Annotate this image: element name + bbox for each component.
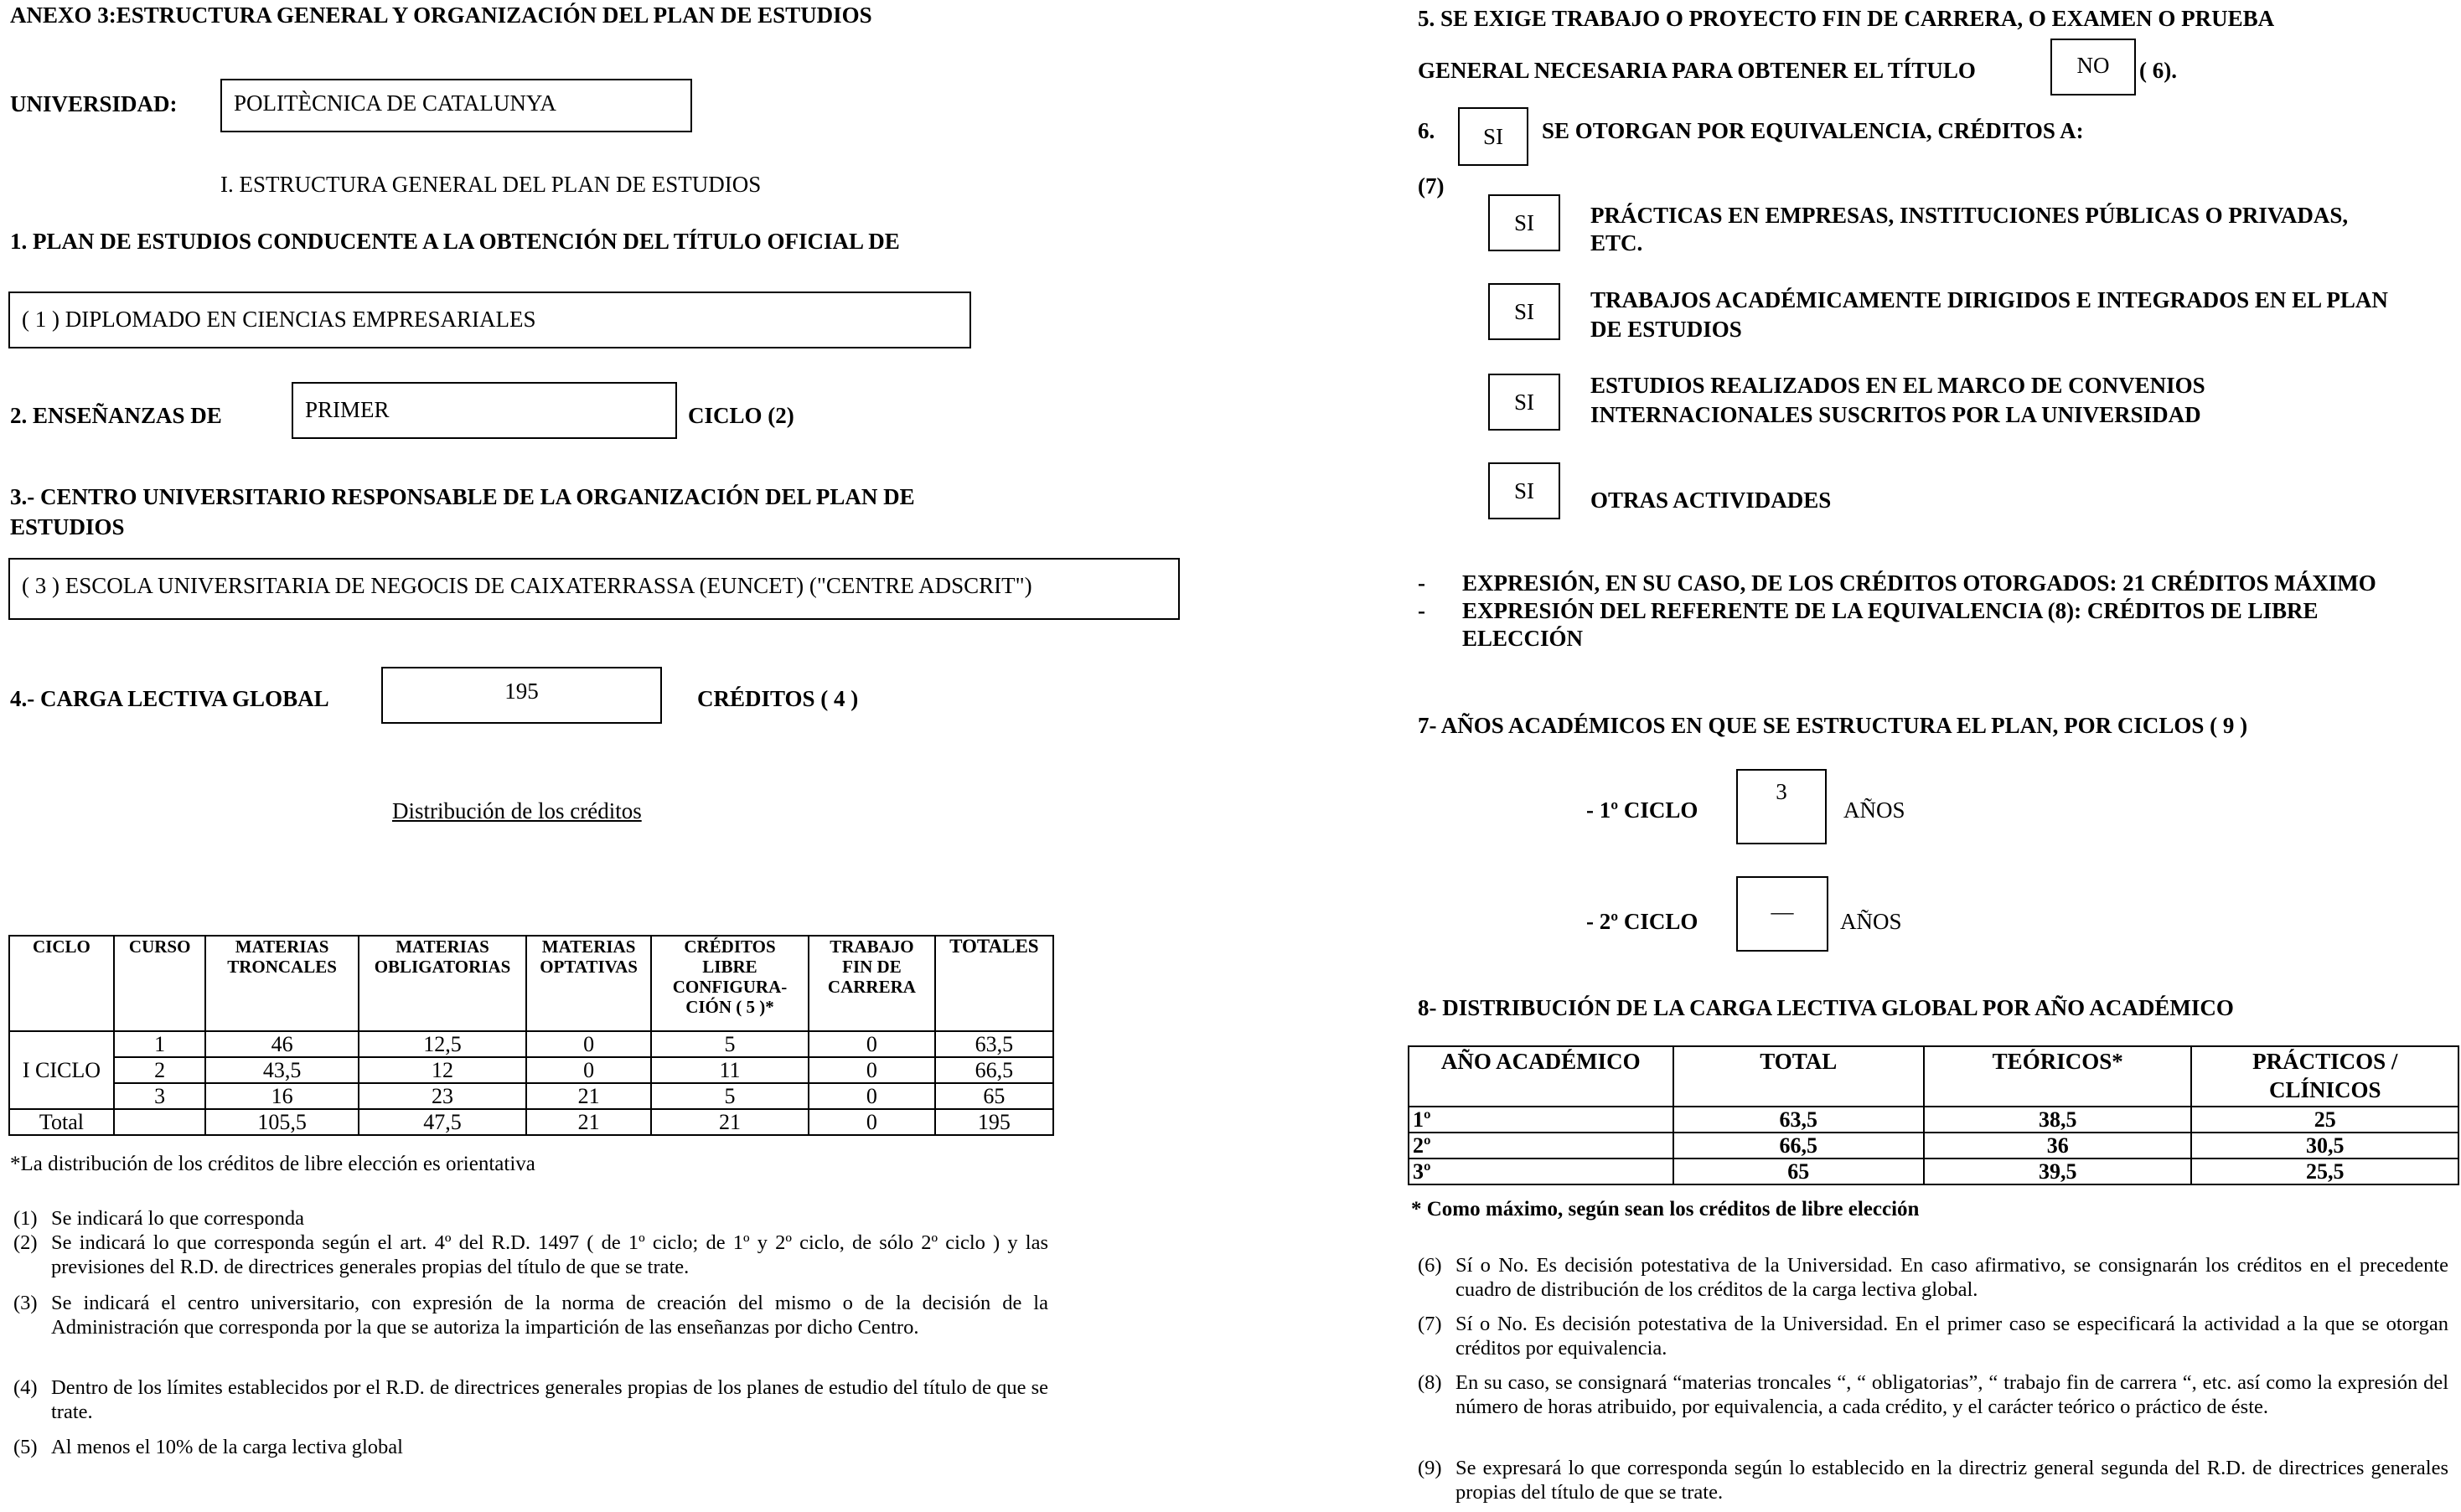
item8-label: 8- DISTRIBUCIÓN DE LA CARGA LECTIVA GLOBAL POR AÑO ACADÉMICO: [1418, 995, 2234, 1020]
footnote-text: En su caso, se consignará “materias troncales “, “ obligatorias”, “ trabajo fin de carrera “, etc. así como la expresión del número de horas atribuido, por equivalencia, a cada crédito, y el carácter teórico o práctico de éste.: [1455, 1371, 2448, 1418]
bullet-text: EXPRESIÓN, EN SU CASO, DE LOS CRÉDITOS OTORGADOS: 21 CRÉDITOS MÁXIMO: [1462, 570, 2376, 596]
table-cell: 0: [526, 1031, 650, 1057]
table-cell: 1: [114, 1031, 206, 1057]
left-footnote-2: [13, 1231, 1048, 1279]
cycle-field: PRIMER: [292, 382, 677, 439]
year-cell: 3º: [1409, 1159, 1673, 1184]
footnote-number: (9): [1418, 1457, 1442, 1479]
header-totales: TOTALES: [935, 936, 1053, 1031]
table-row: [9, 1031, 1053, 1057]
header-practicos: PRÁCTICOS / CLÍNICOS: [2191, 1046, 2458, 1107]
ciclo1-years-field: 3: [1736, 769, 1827, 844]
degree-field: ( 1 ) DIPLOMADO EN CIENCIAS EMPRESARIALES: [8, 292, 971, 348]
table-cell: 46: [205, 1031, 358, 1057]
right-footnote-6: [1418, 1253, 2448, 1302]
header-libre-configuracion: CRÉDITOS LIBRE CONFIGURA-CIÓN ( 5 )*: [651, 936, 809, 1031]
otras-actividades-field: SI: [1488, 462, 1560, 519]
bullet-text: EXPRESIÓN DEL REFERENTE DE LA EQUIVALENCIA (8): CRÉDITOS DE LIBRE: [1462, 598, 2319, 623]
table-cell: 25,5: [2191, 1159, 2458, 1184]
footnote-number: (7): [1418, 1313, 1442, 1335]
item5-line2: GENERAL NECESARIA PARA OBTENER EL TÍTULO: [1418, 58, 1976, 83]
header-troncales: MATERIAS TRONCALES: [205, 936, 358, 1031]
equivalence-item-label: INTERNACIONALES SUSCRITOS POR LA UNIVERSIDAD: [1590, 402, 2201, 427]
header-optativas: MATERIAS OPTATIVAS: [526, 936, 650, 1031]
table-cell: 30,5: [2191, 1133, 2458, 1159]
equivalence-item-label: TRABAJOS ACADÉMICAMENTE DIRIGIDOS E INTEGRADOS EN EL PLAN: [1590, 287, 2388, 312]
item2-suffix: CICLO (2): [688, 403, 794, 428]
table-cell: 0: [809, 1031, 935, 1057]
bullet-equivalence-referent: [1418, 597, 2457, 653]
table-cell: 63,5: [1673, 1107, 1924, 1133]
table-cell: 66,5: [1673, 1133, 1924, 1159]
footnote-number: (3): [13, 1292, 38, 1314]
right-footnote-9: [1418, 1456, 2448, 1504]
equivalence-item-label: ETC.: [1590, 230, 1643, 255]
footnote-text: Sí o No. Es decisión potestativa de la Universidad. En caso afirmativo, se consignarán los créditos en el precedente cuadro de distribución de los créditos de la carga lectiva global.: [1455, 1254, 2448, 1301]
table-cell: 39,5: [1924, 1159, 2192, 1184]
credits-table: [8, 935, 1054, 1136]
table-row: [1409, 1133, 2458, 1159]
table-cell: 23: [359, 1083, 527, 1109]
header-teoricos: TEÓRICOS*: [1924, 1046, 2192, 1107]
table-cell: 0: [526, 1057, 650, 1083]
item1-label: 1. PLAN DE ESTUDIOS CONDUCENTE A LA OBTENCIÓN DEL TÍTULO OFICIAL DE: [10, 229, 900, 254]
annex-title: ANEXO 3:ESTRUCTURA GENERAL Y ORGANIZACIÓN DEL PLAN DE ESTUDIOS: [10, 3, 872, 28]
header-total: TOTAL: [1673, 1046, 1924, 1107]
table-cell: 2: [114, 1057, 206, 1083]
header-curso: CURSO: [114, 936, 206, 1031]
ciclo-cell: I CICLO: [9, 1031, 114, 1109]
ciclo2-years-field: —: [1736, 876, 1828, 952]
convenios-field: SI: [1488, 374, 1560, 431]
left-footnote-3: [13, 1291, 1048, 1339]
total-label: Total: [9, 1109, 114, 1135]
item5-suffix: ( 6).: [2139, 58, 2177, 83]
left-footnote-5: [13, 1435, 1048, 1459]
year-header-row: [1409, 1046, 2458, 1107]
equivalence-item-label: DE ESTUDIOS: [1590, 317, 1742, 342]
equivalence-item-label: PRÁCTICAS EN EMPRESAS, INSTITUCIONES PÚBLICAS O PRIVADAS,: [1590, 203, 2349, 228]
bullet-dash: -: [1418, 570, 1425, 596]
table-cell: 36: [1924, 1133, 2192, 1159]
anos-label: AÑOS: [1840, 909, 1902, 934]
table-cell: 38,5: [1924, 1107, 2192, 1133]
item3-label-line2: ESTUDIOS: [10, 514, 125, 539]
equivalence-item-label: ESTUDIOS REALIZADOS EN EL MARCO DE CONVENIOS: [1590, 373, 2205, 398]
bullet-dash: -: [1418, 598, 1425, 623]
item4-label: 4.- CARGA LECTIVA GLOBAL: [10, 686, 329, 711]
bullet-credits-granted: [1418, 570, 2457, 597]
table-cell: 21: [651, 1109, 809, 1135]
final-project-field: NO: [2050, 39, 2136, 95]
left-footnote-1: [13, 1206, 1048, 1231]
ciclo1-label: - 1º CICLO: [1586, 797, 1698, 823]
equivalence-item-label: OTRAS ACTIVIDADES: [1590, 488, 1832, 513]
item5-line1: 5. SE EXIGE TRABAJO O PROYECTO FIN DE CARRERA, O EXAMEN O PRUEBA: [1418, 6, 2275, 31]
table-cell: 5: [651, 1083, 809, 1109]
footnote-number: (1): [13, 1207, 38, 1230]
credits-header-row: [9, 936, 1053, 1031]
table-cell: 12: [359, 1057, 527, 1083]
distribution-title: Distribución de los créditos: [392, 798, 642, 823]
year-distribution-table: [1408, 1045, 2459, 1185]
footnote-text: Se indicará el centro universitario, con expresión de la norma de creación del mismo o de la decisión de la Administración que corresponda por la que se autoriza la impartición de las enseñanzas por dicho Centro.: [51, 1292, 1048, 1339]
total-row: [9, 1109, 1053, 1135]
item7-label: 7- AÑOS ACADÉMICOS EN QUE SE ESTRUCTURA EL PLAN, POR CICLOS ( 9 ): [1418, 713, 2248, 738]
item3-label-line1: 3.- CENTRO UNIVERSITARIO RESPONSABLE DE LA ORGANIZACIÓN DEL PLAN DE: [10, 484, 915, 509]
footnote-number: (2): [13, 1231, 38, 1254]
table-cell: 65: [1673, 1159, 1924, 1184]
item6-note: (7): [1418, 173, 1445, 199]
right-footnote-8: [1418, 1370, 2448, 1419]
footnote-number: (8): [1418, 1371, 1442, 1394]
footnote-text: Se indicará lo que corresponda: [51, 1207, 305, 1230]
right-footnote-7: [1418, 1312, 2448, 1360]
table-row: [9, 1083, 1053, 1109]
table-cell: 0: [809, 1109, 935, 1135]
equivalence-field: SI: [1458, 107, 1528, 166]
table-cell: 63,5: [935, 1031, 1053, 1057]
total-credits-field: 195: [381, 667, 662, 724]
footnote-number: (6): [1418, 1254, 1442, 1277]
footnote-number: (4): [13, 1376, 38, 1399]
left-footnote-4: [13, 1375, 1048, 1424]
table-row: [9, 1057, 1053, 1083]
footnote-text: Se indicará lo que corresponda según el art. 4º del R.D. 1497 ( de 1º ciclo; de 1º y 2º ciclo, de sólo 2º ciclo ) y las previsiones del R.D. de directrices generales propias del título de que se trate.: [51, 1231, 1048, 1278]
universidad-label: UNIVERSIDAD:: [10, 91, 178, 116]
item6-label: SE OTORGAN POR EQUIVALENCIA, CRÉDITOS A:: [1542, 118, 2084, 143]
table-cell: 195: [935, 1109, 1053, 1135]
universidad-field: POLITÈCNICA DE CATALUNYA: [220, 79, 692, 132]
header-ciclo: CICLO: [9, 936, 114, 1031]
footnote-text: Sí o No. Es decisión potestativa de la Universidad. En el primer caso se especificará la actividad a la que se otorgan créditos por equivalencia.: [1455, 1313, 2448, 1360]
table-cell: 66,5: [935, 1057, 1053, 1083]
item2-label: 2. ENSEÑANZAS DE: [10, 403, 222, 428]
header-trabajo-fin: TRABAJO FIN DE CARRERA: [809, 936, 935, 1031]
table-cell: 3: [114, 1083, 206, 1109]
table-row: [1409, 1107, 2458, 1133]
table-cell: 65: [935, 1083, 1053, 1109]
table-cell: 21: [526, 1109, 650, 1135]
table-cell: 11: [651, 1057, 809, 1083]
table-cell: 21: [526, 1083, 650, 1109]
footnote-text: Se expresará lo que corresponda según lo establecido en la directriz general segunda del R.D. de directrices generales propias del título de que se trate.: [1455, 1457, 2448, 1504]
bullet-text: ELECCIÓN: [1462, 626, 1584, 651]
table-cell: 16: [205, 1083, 358, 1109]
table-cell: 25: [2191, 1107, 2458, 1133]
table-cell: 47,5: [359, 1109, 527, 1135]
center-field: ( 3 ) ESCOLA UNIVERSITARIA DE NEGOCIS DE CAIXATERRASSA (EUNCET) ("CENTRE ADSCRIT"): [8, 558, 1180, 620]
footnote-text: Al menos el 10% de la carga lectiva global: [51, 1436, 403, 1458]
ciclo2-label: - 2º CICLO: [1586, 909, 1698, 934]
table-cell: 105,5: [205, 1109, 358, 1135]
practicas-field: SI: [1488, 194, 1560, 251]
trabajos-field: SI: [1488, 283, 1560, 340]
year-cell: 2º: [1409, 1133, 1673, 1159]
item6-number: 6.: [1418, 118, 1435, 143]
table-cell: [114, 1109, 206, 1135]
year-cell: 1º: [1409, 1107, 1673, 1133]
item4-suffix: CRÉDITOS ( 4 ): [697, 686, 859, 711]
section-title: I. ESTRUCTURA GENERAL DEL PLAN DE ESTUDIOS: [220, 172, 762, 197]
year-table-note: * Como máximo, según sean los créditos de libre elección: [1411, 1198, 1920, 1220]
table-cell: 43,5: [205, 1057, 358, 1083]
anos-label: AÑOS: [1843, 797, 1905, 823]
header-ano: AÑO ACADÉMICO: [1409, 1046, 1673, 1107]
table-cell: 12,5: [359, 1031, 527, 1057]
table-note: *La distribución de los créditos de libre elección es orientativa: [10, 1153, 535, 1175]
footnote-number: (5): [13, 1436, 38, 1458]
table-cell: 5: [651, 1031, 809, 1057]
table-cell: 0: [809, 1057, 935, 1083]
footnote-text: Dentro de los límites establecidos por el R.D. de directrices generales propias de los planes de estudio del título de que se trate.: [51, 1376, 1048, 1423]
header-obligatorias: MATERIAS OBLIGATORIAS: [359, 936, 527, 1031]
table-cell: 0: [809, 1083, 935, 1109]
table-row: [1409, 1159, 2458, 1184]
